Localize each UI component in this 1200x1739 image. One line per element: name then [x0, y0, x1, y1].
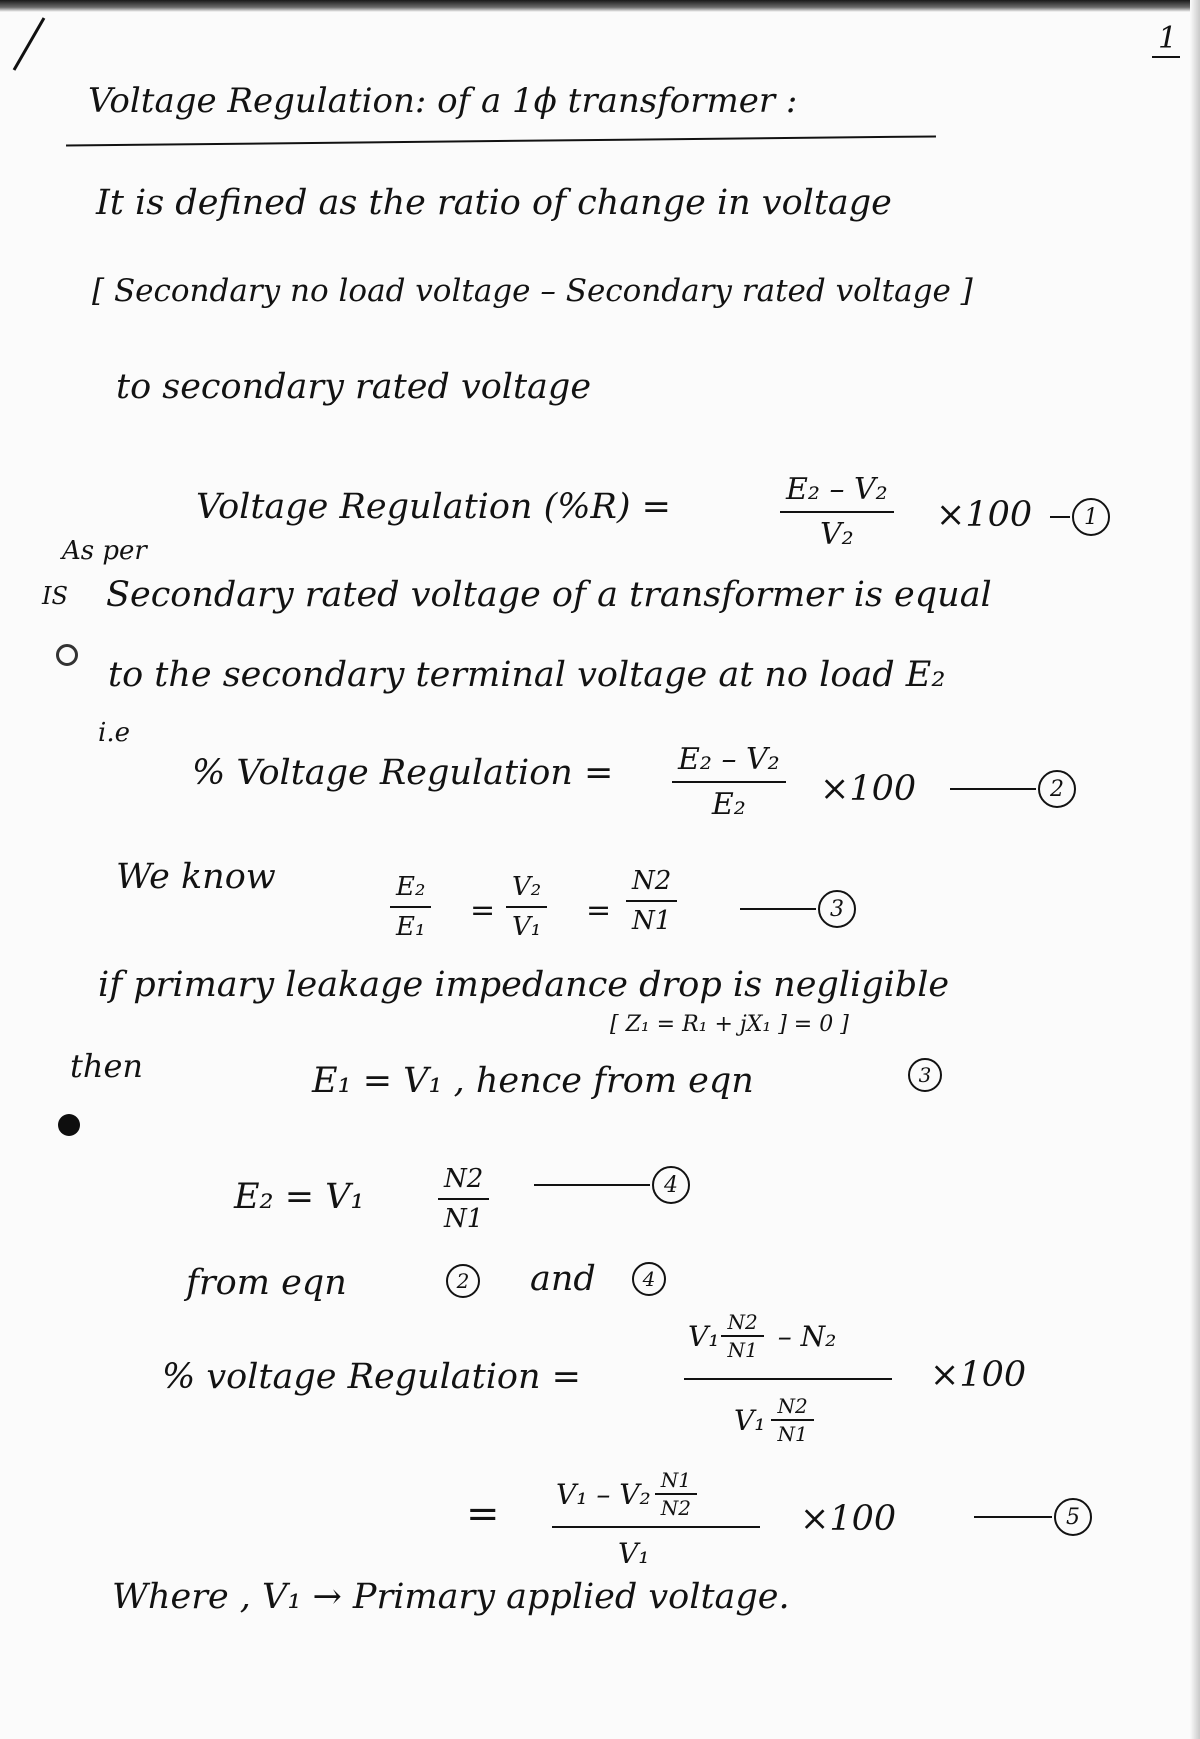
eq2-numerator: E₂ – V₂: [678, 742, 780, 777]
eq5b-numerator: [556, 1468, 697, 1520]
eq2-lhs: % Voltage Regulation =: [192, 753, 614, 793]
eq5a-den-frac-numerator: N2: [777, 1394, 808, 1418]
then-equation: E₁ = V₁ , hence from eqn: [312, 1061, 754, 1101]
page-title: Voltage Regulation: of a 1ϕ transformer :: [88, 81, 798, 121]
eq5a-num-frac-denominator: N1: [727, 1338, 758, 1362]
eq3-v-numerator: V₂: [512, 872, 542, 902]
eq5b-num-frac-numerator: N1: [660, 1468, 691, 1492]
eq5b-multiplier: ×100: [800, 1499, 897, 1539]
eq5a-denominator: [734, 1394, 814, 1446]
eq3-n-numerator: N2: [632, 866, 672, 896]
eq2-reference-number: 2: [1038, 770, 1076, 808]
eq3-equals-b: =: [586, 893, 612, 928]
eq3-reference: [740, 890, 856, 928]
eq1-denominator: V₂: [820, 517, 854, 552]
ie-label: i.e: [98, 718, 130, 748]
from-eqn-and: and: [530, 1259, 596, 1299]
para2-line-1: Secondary rated voltage of a transformer is equal: [106, 575, 992, 615]
eq4-reference-dash: [534, 1184, 650, 1186]
eq5b-num-main: V₁ – V₂: [556, 1477, 651, 1511]
eq3-e-numerator: E₂: [396, 872, 426, 902]
eq1-reference-number: 1: [1072, 498, 1110, 536]
then-label: then: [70, 1047, 144, 1085]
page-number-underline: [1152, 56, 1180, 58]
eq5b-main-bar: [552, 1526, 760, 1528]
eq5b-reference-number: 5: [1054, 1498, 1092, 1536]
definition-line-2: [ Secondary no load voltage – Secondary rated voltage ]: [92, 273, 973, 309]
eq5a-num-v: V₁: [688, 1319, 720, 1353]
eq1-numerator: E₂ – V₂: [786, 472, 888, 507]
eq2-reference-dash: [950, 788, 1036, 790]
eq5b-denominator: V₁: [618, 1537, 650, 1570]
from-eqn-label: from eqn: [186, 1263, 347, 1303]
eq2-multiplier: ×100: [820, 769, 917, 809]
eq1-reference-dash: [1050, 516, 1070, 518]
eq5a-num-fraction: [721, 1310, 763, 1362]
from-eqn-ref-a: 2: [446, 1264, 480, 1298]
eq2-reference: [950, 770, 1076, 808]
eq5a-num-tail: – N₂: [777, 1319, 837, 1353]
where-line: Where , V₁ → Primary applied voltage.: [112, 1577, 790, 1617]
eq5b-reference-dash: [974, 1516, 1052, 1518]
then-eq-reference: 3: [908, 1058, 942, 1092]
as-per-label: As per: [62, 536, 147, 566]
eq5a-multiplier: ×100: [930, 1355, 1027, 1395]
eq4-numerator: N2: [444, 1164, 484, 1194]
para2-line-2: to the secondary terminal voltage at no load E₂: [108, 655, 946, 695]
eq1-lhs: Voltage Regulation (%R) =: [196, 487, 671, 527]
from-eqn-ref-b: 4: [632, 1262, 666, 1296]
eq5b-reference: [974, 1498, 1092, 1536]
eq5a-num-frac-numerator: N2: [727, 1310, 758, 1334]
eq4-reference: [534, 1166, 690, 1204]
eq1-multiplier: ×100: [936, 495, 1033, 535]
margin-ring-mark: [56, 644, 78, 666]
eq3-v-denominator: V₁: [512, 912, 542, 942]
eq2-denominator: E₂: [711, 787, 746, 822]
eq5a-den-frac-denominator: N1: [777, 1422, 808, 1446]
eq5a-den-fraction: [771, 1394, 813, 1446]
if-line: if primary leakage impedance drop is negligible: [98, 965, 950, 1005]
eq3-fraction-n: [626, 866, 677, 936]
eq5a-numerator: [688, 1310, 836, 1362]
title-underline: [66, 135, 936, 146]
scan-right-edge: [1190, 0, 1200, 1739]
eq3-fraction-e: [390, 872, 431, 942]
eq3-reference-dash: [740, 908, 816, 910]
eq2-fraction: [672, 742, 786, 822]
is-mark: IS: [42, 582, 68, 610]
eq3-reference-number: 3: [818, 890, 856, 928]
eq3-equals-a: =: [470, 893, 496, 928]
definition-line-1: It is defined as the ratio of change in voltage: [96, 183, 892, 223]
eq3-e-denominator: E₁: [396, 912, 426, 942]
eq5b-num-fraction: [655, 1468, 697, 1520]
eq5a-lhs: % voltage Regulation =: [162, 1357, 581, 1397]
eq5a-main-bar: [684, 1378, 892, 1380]
impedance-condition: [ Z₁ = R₁ + jX₁ ] = 0 ]: [610, 1012, 849, 1037]
eq5a-den-v: V₁: [734, 1403, 766, 1437]
eq1-reference: [1050, 498, 1110, 536]
scan-top-edge: [0, 0, 1200, 12]
eq5b-num-frac-denominator: N2: [660, 1496, 691, 1520]
eq4-reference-number: 4: [652, 1166, 690, 1204]
margin-dot-mark: [58, 1114, 80, 1136]
we-know-label: We know: [116, 857, 276, 897]
definition-line-3: to secondary rated voltage: [116, 367, 592, 407]
eq1-fraction: [780, 472, 894, 552]
eq4-denominator: N1: [444, 1204, 484, 1234]
page-number: 1: [1158, 21, 1178, 56]
eq4-fraction: [438, 1164, 489, 1234]
eq4-lhs: E₂ = V₁: [234, 1177, 365, 1217]
margin-pen-stroke: [4, 10, 54, 80]
eq5b-equals: =: [466, 1491, 500, 1537]
eq3-n-denominator: N1: [632, 906, 672, 936]
eq3-fraction-v: [506, 872, 547, 942]
